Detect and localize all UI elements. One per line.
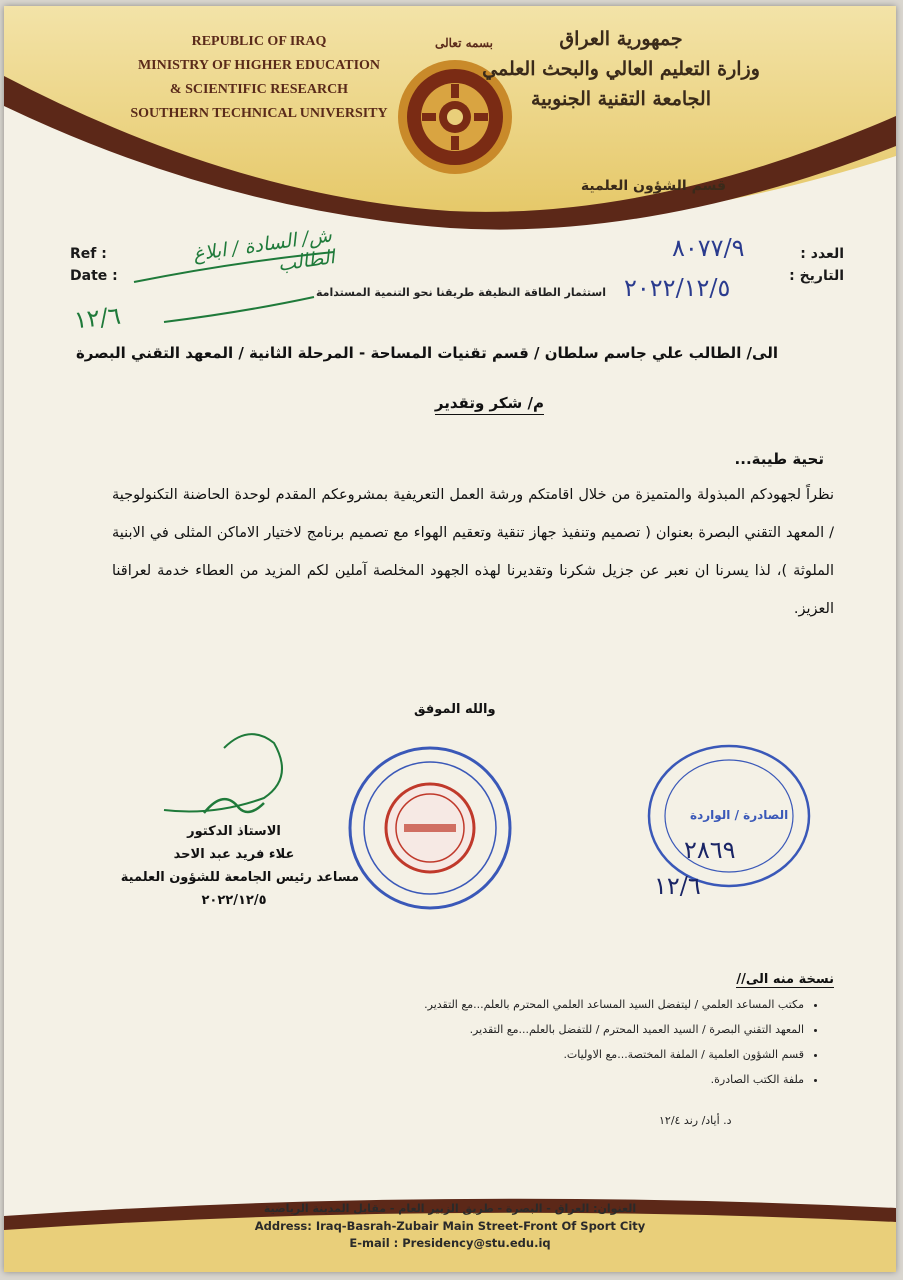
en-head-line-4: SOUTHERN TECHNICAL UNIVERSITY xyxy=(130,106,388,121)
en-head-line-2: MINISTRY OF HIGHER EDUCATION xyxy=(137,58,381,73)
subject-line: م/ شكر وتقدير xyxy=(435,394,544,415)
handwritten-note-date: ١٢/٦ xyxy=(72,301,123,335)
ar-head-line-2: وزارة التعليم العالي والبحث العلمي xyxy=(482,58,760,80)
incoming-stamp-date: ١٢/٦ xyxy=(654,872,701,900)
footer-address-en: Address: Iraq-Basrah-Zubair Main Street-Front Of Sport City xyxy=(254,1219,646,1233)
greeting: تحية طيبة... xyxy=(734,450,824,468)
number-label-ar: العدد : xyxy=(800,246,844,262)
ref-label: Ref : xyxy=(70,246,107,262)
signature-scribble-icon xyxy=(154,718,294,828)
ref-number-value: ٨٠٧٧/٩ xyxy=(672,234,745,262)
en-head-line-1: REPUBLIC OF IRAQ xyxy=(191,34,327,49)
date-label-ar: التاريخ : xyxy=(789,268,844,284)
handwritten-underline xyxy=(124,242,344,332)
copies-list xyxy=(424,992,822,1092)
signatory-position: مساعد رئيس الجامعة للشؤون العلمية xyxy=(120,870,359,885)
list-item: • قسم الشؤون العلمية / الملفة المختصة...مع الاوليات. xyxy=(424,1042,804,1067)
typist-initials: د. أياد/ رند ١٢/٤ xyxy=(659,1114,732,1127)
list-item: • ملفة الكتب الصادرة. xyxy=(424,1067,804,1092)
en-head-line-3: & SCIENTIFIC RESEARCH xyxy=(169,82,349,97)
ref-date-value: ٢٠٢٢/١٢/٥ xyxy=(624,274,731,302)
department-label: قسم الشؤون العلمية xyxy=(580,178,726,194)
letter-page xyxy=(4,6,896,1272)
letter-body: نظراً لجهودكم المبذولة والمتميزة من خلال اقامتكم ورشة العمل التعريفية بمشروعكم المقدم لوحدة الحاضنة التكنولوجية / المعهد التقني البصرة بعنوان ( تصميم وتنفيذ جهاز تنقية وتعقيم الهواء مع تصميم برنامج لاختيار الاماكن المثلى في الابنية الملوثة )، لذا يسرنا ان نعبر عن جزيل شكرنا وتقديرنا لهذه الجهود المخلصة آملين لكم المزيد من العطاء خدمة لعراقنا العزيز. xyxy=(112,487,834,617)
ar-head-line-3: الجامعة التقنية الجنوبية xyxy=(530,88,712,110)
incoming-stamp-label: الصادرة / الواردة xyxy=(690,808,789,822)
list-item: • المعهد التقني البصرة / السيد العميد المحترم / للتفضل بالعلم...مع التقدير. xyxy=(424,1017,804,1042)
copies-heading: نسخة منه الى// xyxy=(736,972,834,987)
arabic-letterhead xyxy=(461,24,781,114)
signature-date: ٢٠٢٢/١٢/٥ xyxy=(201,893,267,908)
signature-block xyxy=(120,820,359,912)
footer-email: E-mail : Presidency@stu.edu.iq xyxy=(349,1236,551,1250)
incoming-stamp-number: ٢٨٦٩ xyxy=(684,836,736,864)
handwritten-note-text: ش/ السادة / ابلاغ الطالب xyxy=(191,224,337,276)
footer-address-ar: العنوان: العراق - البصرة - طريق الزبير العام - مقابل المدينة الرياضية xyxy=(263,1202,637,1215)
closing: والله الموفق xyxy=(414,702,496,717)
basmala: بسمه تعالى xyxy=(434,36,494,50)
signatory-title: الاستاذ الدكتور xyxy=(187,824,281,839)
signatory-name: علاء فريد عبد الاحد xyxy=(173,847,295,862)
english-letterhead xyxy=(114,30,404,126)
date-label: Date : xyxy=(70,268,118,284)
university-stamp-icon xyxy=(346,744,514,912)
slogan: استثمار الطاقة النظيفة طريقنا نحو التنمية المستدامة xyxy=(316,286,606,299)
recipient-line: الى/ الطالب علي جاسم سلطان / قسم تقنيات المساحة - المرحلة الثانية / المعهد التقني البصرة xyxy=(75,344,778,362)
list-item: • مكتب المساعد العلمي / ليتفضل السيد المساعد العلمي المحترم بالعلم...مع التقدير. xyxy=(424,992,804,1017)
ar-head-line-1: جمهورية العراق xyxy=(559,28,683,50)
